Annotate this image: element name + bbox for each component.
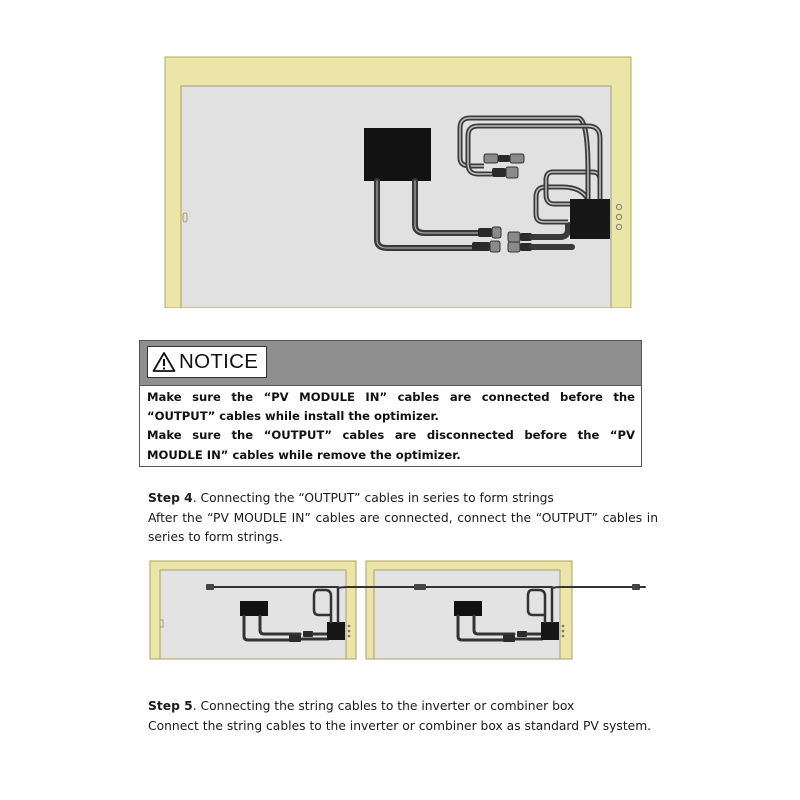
optimizer-installation-figure	[148, 42, 648, 308]
notice-label	[147, 346, 267, 378]
notice-title: NOTICE	[179, 350, 259, 373]
notice-body	[140, 386, 641, 465]
step-4-heading-line	[148, 489, 658, 509]
notice-box	[139, 340, 642, 467]
step-5-title: . Connecting the string cables to the inverter or combiner box	[192, 699, 575, 713]
step-4-body: After the “PV MOUDLE IN” cables are connected, connect the “OUTPUT” cables in series to form strings.	[148, 510, 658, 544]
step-5-label: Step 5	[148, 699, 193, 713]
step-5-section	[148, 697, 658, 736]
warning-icon	[152, 351, 176, 373]
notice-paragraph-2: Make sure the “OUTPUT” cables are disconnected before the “PV MOUDLE IN” cables while remove the optimizer.	[147, 428, 635, 462]
notice-header	[140, 341, 641, 386]
pv-module-frame	[165, 57, 631, 308]
step-4-label: Step 4	[148, 491, 193, 505]
junction-box	[364, 128, 431, 181]
notice-paragraph-1: Make sure the “PV MODULE IN” cables are connected before the “OUTPUT” cables while install the optimizer.	[147, 390, 635, 424]
step-5-heading-line	[148, 697, 658, 717]
series-connection-figure	[148, 560, 660, 660]
step-5-body: Connect the string cables to the inverter or combiner box as standard PV system.	[148, 718, 652, 733]
step-4-section	[148, 489, 658, 548]
step-4-title: . Connecting the “OUTPUT” cables in series to form strings	[192, 491, 554, 505]
